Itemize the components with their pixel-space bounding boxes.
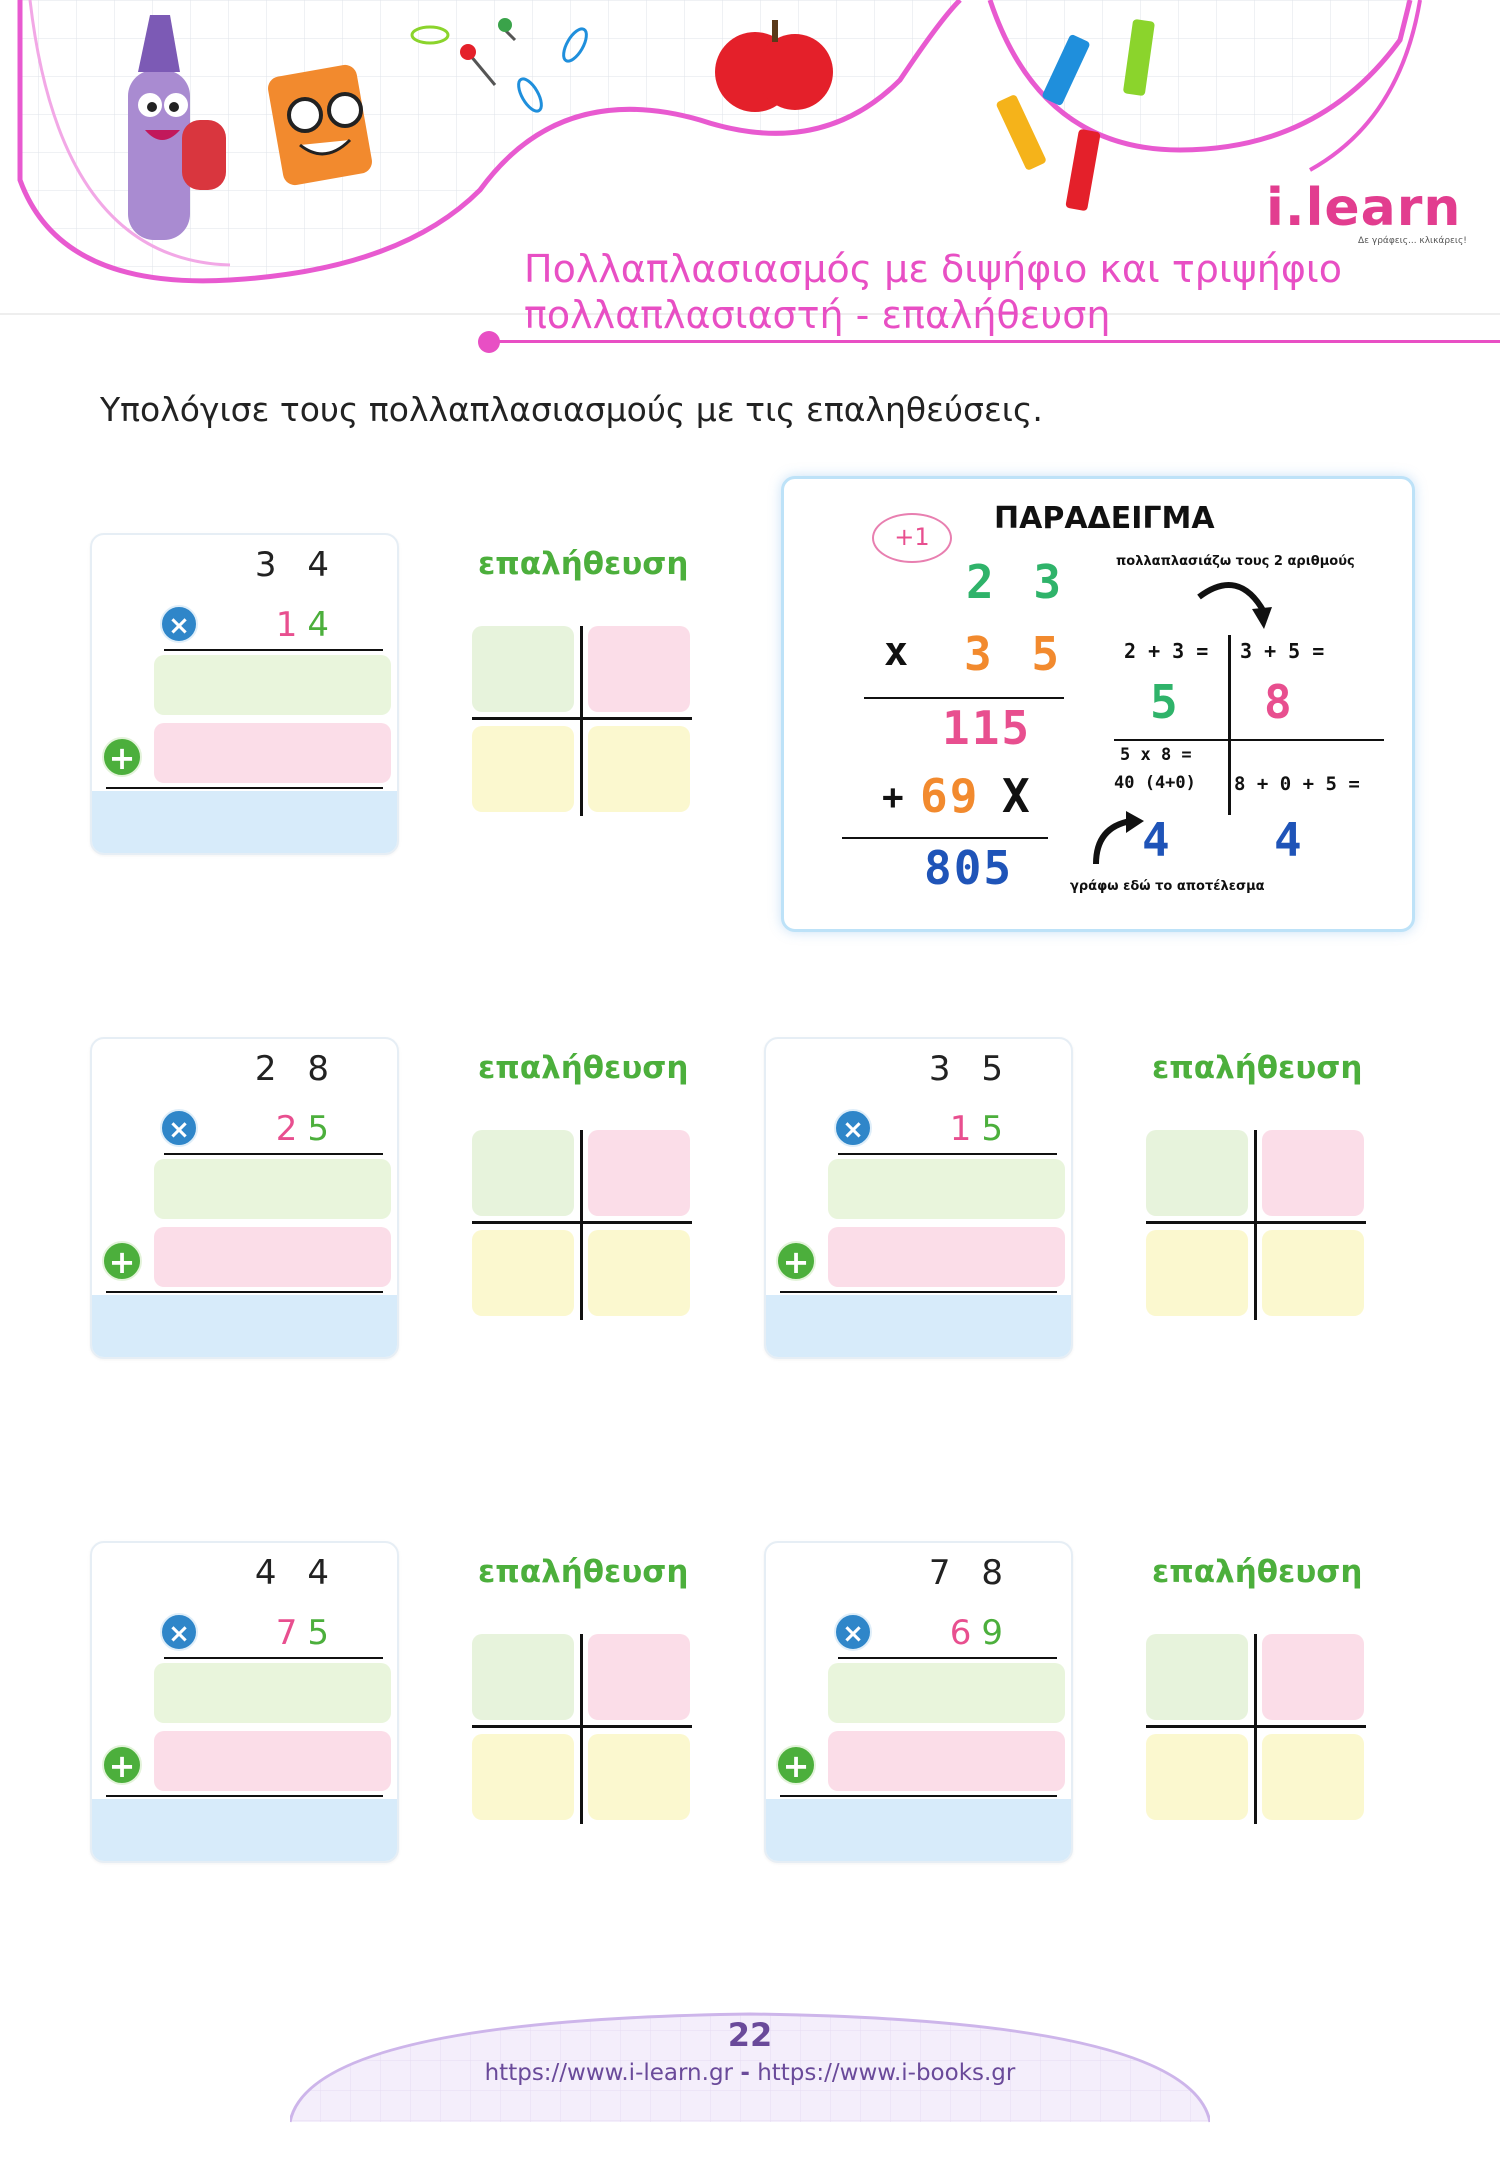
title-underline bbox=[492, 340, 1500, 343]
result-field[interactable] bbox=[92, 1295, 397, 1357]
grid-divider bbox=[1146, 1221, 1366, 1224]
example-sum-right-value: 8 bbox=[1264, 675, 1298, 729]
multiply-icon: × bbox=[160, 605, 198, 643]
example-product-expr-2: 40 (4+0) bbox=[1114, 773, 1196, 793]
page-title-line-1: Πολλαπλασιασμός με διψήφιο και τριψήφιο bbox=[524, 247, 1343, 291]
brand-tagline: Δε γράφεις... κλικάρεις! bbox=[1358, 236, 1467, 246]
verify-cell-top-right[interactable] bbox=[588, 1634, 690, 1720]
carry-badge: +1 bbox=[872, 513, 952, 563]
verify-cell-top-right[interactable] bbox=[1262, 1130, 1364, 1216]
plus-icon: + bbox=[102, 1745, 142, 1785]
verification-label: επαλήθευση bbox=[1152, 1050, 1363, 1086]
partial-product-2-field[interactable] bbox=[154, 723, 391, 783]
page-title bbox=[524, 246, 1444, 338]
result-field[interactable] bbox=[766, 1295, 1071, 1357]
plus-icon: + bbox=[102, 737, 142, 777]
multiplier: 15 bbox=[949, 1109, 1013, 1149]
grid-divider bbox=[580, 626, 583, 816]
grid-divider bbox=[1254, 1634, 1257, 1824]
example-result-digit: 4 bbox=[1274, 813, 1308, 867]
grid-divider bbox=[580, 1130, 583, 1320]
rule-line bbox=[780, 1291, 1057, 1293]
verification-grid-5 bbox=[1146, 1634, 1366, 1824]
result-field[interactable] bbox=[92, 791, 397, 853]
verify-cell-bottom-left[interactable] bbox=[472, 1230, 574, 1316]
partial-product-1-field[interactable] bbox=[154, 655, 391, 715]
verify-cell-top-right[interactable] bbox=[588, 1130, 690, 1216]
multiplier: 14 bbox=[275, 605, 339, 645]
partial-product-2-field[interactable] bbox=[828, 1227, 1065, 1287]
grid-divider bbox=[472, 1725, 692, 1728]
multiplier: 25 bbox=[275, 1109, 339, 1149]
verification-label: επαλήθευση bbox=[478, 1050, 689, 1086]
verification-grid-1 bbox=[472, 626, 692, 816]
partial-product-2-field[interactable] bbox=[828, 1731, 1065, 1791]
example-product-digit: 4 bbox=[1142, 813, 1176, 867]
verify-cell-top-left[interactable] bbox=[472, 1634, 574, 1720]
verification-label: επαλήθευση bbox=[1152, 1554, 1363, 1590]
verify-cell-bottom-right[interactable] bbox=[1262, 1734, 1364, 1820]
verification-label: επαλήθευση bbox=[478, 546, 689, 582]
grid-divider bbox=[580, 1634, 583, 1824]
curved-arrow-icon bbox=[1194, 567, 1274, 637]
multiplicand: 2 8 bbox=[254, 1049, 339, 1089]
verification-grid-3 bbox=[1146, 1130, 1366, 1320]
exercise-card-1 bbox=[90, 533, 399, 855]
verification-label: επαλήθευση bbox=[478, 1554, 689, 1590]
plus-icon: + bbox=[776, 1241, 816, 1281]
exercise-card-4 bbox=[90, 1541, 399, 1863]
verify-cell-bottom-right[interactable] bbox=[1262, 1230, 1364, 1316]
rule-line bbox=[780, 1795, 1057, 1797]
verify-cell-bottom-right[interactable] bbox=[588, 726, 690, 812]
grid-divider bbox=[472, 1221, 692, 1224]
footer-separator: - bbox=[740, 2060, 750, 2086]
footer-link-ibooks[interactable]: https://www.i-books.gr bbox=[757, 2060, 1016, 2086]
page-number: 22 bbox=[727, 2016, 773, 2054]
instruction-text: Υπολόγισε τους πολλαπλασιασμούς με τις επαληθεύσεις. bbox=[100, 390, 1043, 429]
example-sum-left: 2 + 3 = bbox=[1124, 639, 1209, 663]
exercise-card-2 bbox=[90, 1037, 399, 1359]
example-multiplier: 3 5 bbox=[964, 627, 1066, 681]
example-times-sign: x bbox=[884, 629, 915, 675]
page-title-line-2: πολλαπλασιαστή - επαλήθευση bbox=[524, 293, 1111, 337]
verify-cell-bottom-right[interactable] bbox=[588, 1734, 690, 1820]
example-multiplicand: 2 3 bbox=[966, 555, 1068, 609]
grid-divider bbox=[1254, 1130, 1257, 1320]
partial-product-2-field[interactable] bbox=[154, 1227, 391, 1287]
verify-cell-top-left[interactable] bbox=[1146, 1130, 1248, 1216]
partial-product-1-field[interactable] bbox=[828, 1663, 1065, 1723]
grid-divider bbox=[1146, 1725, 1366, 1728]
multiplicand: 4 4 bbox=[254, 1553, 339, 1593]
rule-line bbox=[842, 837, 1048, 839]
curved-arrow-icon bbox=[1086, 809, 1146, 869]
verify-cell-bottom-left[interactable] bbox=[1146, 1230, 1248, 1316]
rule-line bbox=[864, 697, 1064, 699]
partial-product-1-field[interactable] bbox=[828, 1159, 1065, 1219]
example-shift-mark: X bbox=[1002, 769, 1036, 823]
example-note-top: πολλαπλασιάζω τους 2 αριθμούς bbox=[1116, 554, 1355, 569]
multiply-icon: × bbox=[160, 1109, 198, 1147]
footer-link-ilearn[interactable]: https://www.i-learn.gr bbox=[484, 2060, 734, 2086]
multiply-icon: × bbox=[834, 1109, 872, 1147]
multiplier: 75 bbox=[275, 1613, 339, 1653]
multiplier: 69 bbox=[949, 1613, 1013, 1653]
verification-grid-2 bbox=[472, 1130, 692, 1320]
plus-icon: + bbox=[102, 1241, 142, 1281]
multiply-icon: × bbox=[160, 1613, 198, 1651]
example-note-bottom: γράφω εδώ το αποτέλεσμα bbox=[1070, 879, 1265, 894]
example-result-sum-expr: 8 + 0 + 5 = bbox=[1234, 773, 1360, 795]
example-result: 805 bbox=[924, 841, 1014, 895]
multiply-icon: × bbox=[834, 1613, 872, 1651]
verify-cell-top-right[interactable] bbox=[588, 626, 690, 712]
book-character-illustration bbox=[266, 63, 374, 187]
example-partial-1: 115 bbox=[942, 701, 1032, 755]
example-plus-sign: + bbox=[882, 777, 910, 818]
example-product-expr-1: 5 x 8 = bbox=[1120, 745, 1192, 765]
example-partial-2: 69 bbox=[920, 769, 980, 823]
plus-icon: + bbox=[776, 1745, 816, 1785]
verify-cell-bottom-left[interactable] bbox=[472, 1734, 574, 1820]
grid-divider bbox=[1114, 739, 1384, 741]
grid-divider bbox=[1228, 635, 1231, 815]
grid-divider bbox=[472, 717, 692, 720]
rule-line bbox=[838, 1657, 1057, 1659]
rule-line bbox=[106, 787, 383, 789]
exercise-card-3 bbox=[764, 1037, 1073, 1359]
example-sum-right: 3 + 5 = bbox=[1240, 639, 1325, 663]
verify-cell-top-left[interactable] bbox=[472, 1130, 574, 1216]
example-panel bbox=[781, 476, 1415, 932]
exercise-card-5 bbox=[764, 1541, 1073, 1863]
verify-cell-bottom-right[interactable] bbox=[588, 1230, 690, 1316]
rule-line bbox=[164, 649, 383, 651]
rule-line bbox=[106, 1795, 383, 1797]
example-title: ΠΑΡΑΔΕΙΓΜΑ bbox=[994, 501, 1215, 536]
multiplicand: 7 8 bbox=[928, 1553, 1013, 1593]
verify-cell-bottom-left[interactable] bbox=[1146, 1734, 1248, 1820]
multiplicand: 3 5 bbox=[928, 1049, 1013, 1089]
result-field[interactable] bbox=[92, 1799, 397, 1861]
result-field[interactable] bbox=[766, 1799, 1071, 1861]
footer-links bbox=[0, 2060, 1500, 2086]
rule-line bbox=[106, 1291, 383, 1293]
example-sum-left-value: 5 bbox=[1150, 675, 1184, 729]
brand-logo: i.learn bbox=[1266, 178, 1462, 238]
rule-line bbox=[838, 1153, 1057, 1155]
partial-product-2-field[interactable] bbox=[154, 1731, 391, 1791]
verify-cell-top-right[interactable] bbox=[1262, 1634, 1364, 1720]
verification-grid-4 bbox=[472, 1634, 692, 1824]
multiplicand: 3 4 bbox=[254, 545, 339, 585]
verify-cell-top-left[interactable] bbox=[1146, 1634, 1248, 1720]
rule-line bbox=[164, 1657, 383, 1659]
partial-product-1-field[interactable] bbox=[154, 1663, 391, 1723]
partial-product-1-field[interactable] bbox=[154, 1159, 391, 1219]
title-bullet bbox=[478, 331, 500, 353]
rule-line bbox=[164, 1153, 383, 1155]
verify-cell-bottom-left[interactable] bbox=[472, 726, 574, 812]
verify-cell-top-left[interactable] bbox=[472, 626, 574, 712]
